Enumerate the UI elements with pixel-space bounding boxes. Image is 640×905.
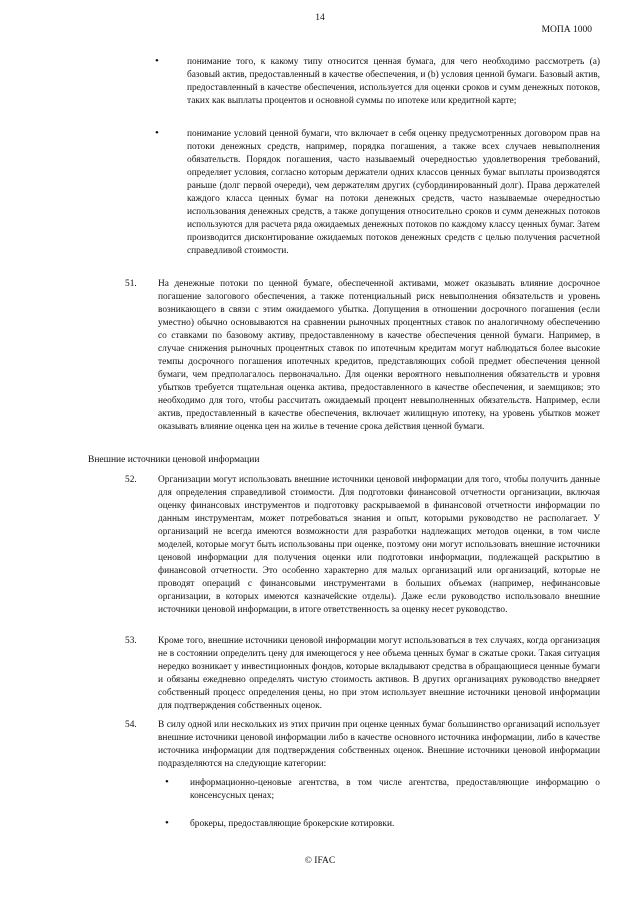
bullet-icon: • [155, 55, 159, 67]
paragraph-number: 51. [125, 279, 137, 289]
bullet-item: понимание условий ценной бумаги, что включает в себя оценку предусмотренных договором прав на потоки денежных средств, например, порядка погашения, а также всех случаев невыполнения обязательств. Порядок погашения, часто называемый очередностью удовлетворения требований, определяет условия, согласно которым держатели одних классов ценных бумаг выплаты производятся раньше (долг первой очереди), чем держателям других (субординированный долг). Права держателей каждого класса ценных бумаг на потоки денежных средств, часто называемые очередностью использования денежных средств, а также допущения относительно сроков и сумм денежных потоков используются для расчета ряда ожидаемых денежных потоков по каждому классу ценных бумаг. Затем производится дисконтирование ожидаемых потоков денежных средств с целью получения расчетной справедливой стоимости. [187, 129, 600, 256]
bullet-icon: • [165, 817, 169, 829]
paragraph-text: На денежные потоки по ценной бумаге, обеспеченной активами, может оказывать влияние досрочное погашение залогового обеспечения, а также потенциальный риск невыполнения обязательств и уровень возникающего в связи с этим ожидаемого убытка. Допущения в отношении досрочного погашения (если уместно) обычно основываются на сравнении рыночных процентных ставок по аналогичному обеспечению со ставками по базовому активу, предоставленному в качестве обеспечения ценной бумаги. Например, в случае снижения рыночных процентных ставок по ипотечным кредитам могут наблюдаться более высокие темпы досрочного погашения ипотечных кредитов, представляющих собой предмет обеспечения ценной бумаги, чем предполагалось первоначально. Для оценки вероятного невыполнения обязательств и уровня убытков требуется тщательная оценка актива, предоставленного в качестве обеспечения, и заемщиков; это необходимо для того, чтобы рассчитать ожидаемый процент невыполненных обязательств. Например, если актив, предоставленный в качестве обеспечения, включает жилищную ипотеку, на уровень убытков может оказывать влияние оценка цен на жилье в течение срока действия ценной бумаги. [158, 279, 600, 432]
paragraph-number: 53. [125, 636, 137, 646]
bullet-icon: • [155, 127, 159, 139]
paragraph-number: 52. [125, 475, 137, 485]
section-heading: Внешние источники ценовой информации [88, 455, 260, 465]
bullet-icon: • [165, 776, 169, 788]
paragraph-text: Организации могут использовать внешние источники ценовой информации для того, чтобы получить данные для определения справедливой стоимости. Для подготовки финансовой отчетности организации, включая оценку финансовых инструментов и подготовку раскрываемой в финансовой отчетности информации по данным инструментам, может потребоваться знания и опыт, которыми руководство не располагает. У организаций не всегда имеются возможности для разработки надлежащих методов оценки, в том числе моделей, которые могут быть использованы при оценке, поэтому они могут использовать внешние источники ценовой информации для получения оценки или подготовки информации, подлежащей раскрытию в финансовой отчетности. Это особенно характерно для малых организаций или организаций, которые не проводят операций с финансовыми инструментами в больших объемах (например, нефинансовые организации, в которых имеются казначейские отделы). Даже если руководство использовало внешние источники ценовой информации, в итоге ответственность за оценку несет руководство. [158, 475, 600, 615]
bullet-item: понимание того, к какому типу относится ценная бумага, для чего необходимо рассмотреть (a) базовый актив, предоставленный в качестве обеспечения, и (b) условия ценной бумаги. Базовый актив, предоставленный в качестве обеспечения, используется для оценки сроков и сумм денежных потоков, таких как выплаты процентов и основной суммы по ипотеке или кредитной карте; [187, 57, 600, 106]
paragraph-text: В силу одной или нескольких из этих причин при оценке ценных бумаг большинство организаций использует внешние источники ценовой информации либо в качестве основного источника информации, либо в качестве источника информации для подтверждения собственных оценок. Внешние источники ценовой информации подразделяются на следующие категории: [158, 720, 600, 769]
bullet-item: брокеры, предоставляющие брокерские котировки. [190, 819, 395, 829]
page-number: 14 [315, 13, 325, 23]
paragraph-text: Кроме того, внешние источники ценовой информации могут использоваться в тех случаях, когда организация не в состоянии определить цену для имеющегося у нее объема ценных бумаг в сжатые сроки. Такая ситуация нередко возникает у инвестиционных фондов, которые вкладывают средства в обращающиеся ценные бумаги и обязаны ежедневно определять чистую стоимость активов. В других организациях руководство внедряет собственный процесс определения цены, но при этом использует внешние источники ценовой информации для подтверждения собственных оценок. [158, 636, 600, 711]
footer-copyright: © IFAC [304, 856, 336, 866]
document-code: МОПА 1000 [541, 25, 592, 35]
bullet-item: информационно-ценовые агентства, в том числе агентства, предоставляющие информацию о консенсусных ценах; [190, 778, 600, 801]
paragraph-number: 54. [125, 720, 137, 730]
